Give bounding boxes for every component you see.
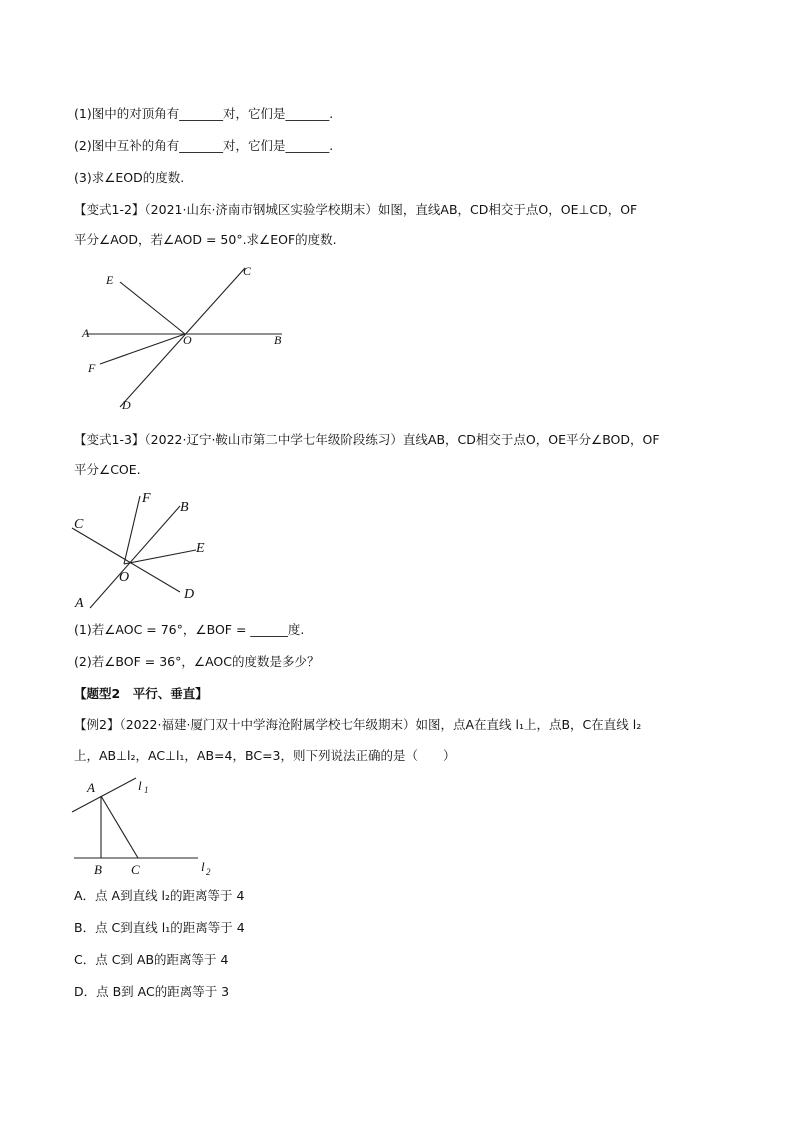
label-b: B [274,333,282,347]
label-b: B [94,862,102,877]
option-a: A．点 A到直线 l₂的距离等于 4 [74,888,245,903]
label-f: F [88,361,96,375]
example-2-line2: 上，AB⊥l₂，AC⊥l₁，AB=4，BC=3，则下列说法正确的是（ ） [74,748,456,763]
variant-1-2-line1: 【变式1-2】（2021·山东·济南市钢城区实验学校期末）如图，直线AB，CD相交于点O，OE⊥CD，OF [74,202,638,217]
label-c: C [131,862,140,877]
variant-1-3-question-1: (1)若∠AOC = 76°，∠BOF = ______度. [74,622,305,637]
label-c: C [243,264,252,278]
ray-oe [120,282,185,334]
segment-ac [101,796,138,858]
label-l2: l [201,859,205,874]
figure-variant-1-3 [68,488,228,612]
label-l1: l [138,778,142,793]
label-a: A [87,780,95,795]
label-f: F [142,491,151,506]
option-c: C．点 C到 AB的距离等于 4 [74,952,229,967]
question-1-3: (3)求∠EOD的度数. [74,170,185,185]
label-o: O [183,333,192,347]
line-l1 [72,778,136,812]
label-a: A [75,596,84,611]
section-title-2: 【题型2 平行、垂直】 [74,686,208,701]
option-b: B．点 C到直线 l₁的距离等于 4 [74,920,245,935]
label-e: E [196,541,205,556]
label-d: D [184,587,195,602]
line-ab [90,506,180,608]
figure-variant-1-2 [70,262,300,414]
label-l2-subscript: 2 [206,867,211,877]
question-1-1: (1)图中的对顶角有_______对，它们是_______. [74,106,334,121]
label-e: E [106,273,114,287]
label-d: D [122,398,131,412]
option-d: D．点 B到 AC的距离等于 3 [74,984,230,999]
variant-1-2-line2: 平分∠AOD，若∠AOD = 50°.求∠EOF的度数. [74,232,337,247]
variant-1-3-line1: 【变式1-3】（2022·辽宁·鞍山市第二中学七年级阶段练习）直线AB，CD相交于点O，OE平分∠BOD，OF [74,432,660,447]
variant-1-3-line2: 平分∠COE. [74,462,141,477]
question-1-2: (2)图中互补的角有_______对，它们是_______. [74,138,334,153]
label-a: A [82,326,90,340]
variant-1-3-question-2: (2)若∠BOF = 36°，∠AOC的度数是多少？ [74,654,320,669]
example-2-line1: 【例2】（2022·福建·厦门双十中学海沧附属学校七年级期末）如图，点A在直线 l₁上，点B，C在直线 l₂ [74,717,642,732]
label-b: B [180,500,189,515]
label-l1-subscript: 1 [144,785,149,795]
label-c: C [74,517,84,532]
figure-example-2 [70,776,220,880]
label-o: O [119,570,130,585]
